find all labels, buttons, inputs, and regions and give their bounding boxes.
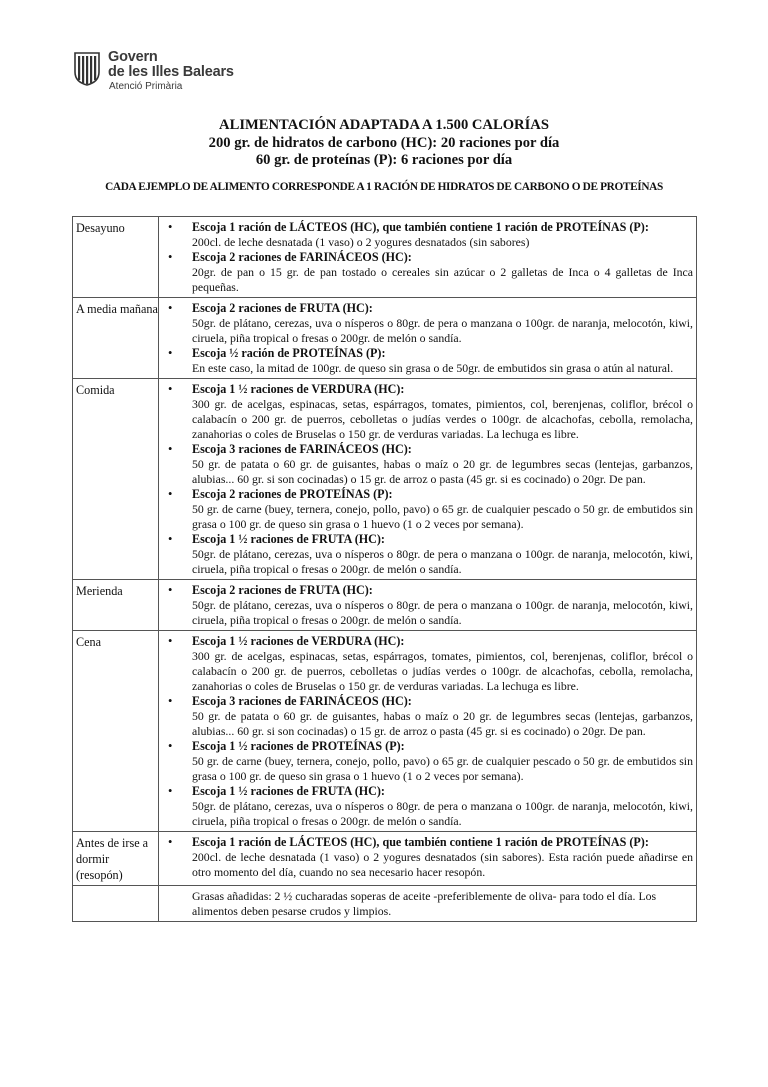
option-description: 50 gr. de patata o 60 gr. de guisantes, habas o maíz o 20 gr. de legumbres secas (lentejas, garbanzos, alubias... 60 gr. si son cocinadas) o 15 gr. de arroz o pasta (45 gr. si es cocinado) o 20gr. De pan. [192,457,693,486]
meal-plan-table [72,216,697,922]
meal-name: Desayuno [73,217,159,298]
option-description: 300 gr. de acelgas, espinacas, setas, espárragos, tomates, pimientos, col, berenjenas, coliflor, brécol o calabacín o 200 gr. de puerros, cebolletas o judías verdes o 100gr. de alcachofas, cebolla, remolacha, zanahorias o coles de Bruselas o 150 gr. de verduras variadas. La lechuga es libre. [192,649,693,693]
option-description: 50gr. de plátano, cerezas, uva o nísperos o 80gr. de pera o manzana o 100gr. de naranja, melocotón, kiwi, ciruela, piña tropical o fresas o 200gr. de melón o sandía. [192,598,693,627]
meal-row [73,832,697,886]
option-item [159,382,693,442]
org-name-line1: Govern [108,49,158,65]
option-item [159,250,693,295]
option-description: 50 gr. de carne (buey, ternera, conejo, pollo, pavo) o 65 gr. de cualquier pescado o 50 gr. de embutidos sin grasa o 100 gr. de queso sin grasa o 1 huevo (1 o 2 veces por semana). [192,754,693,783]
option-title: • Escoja 2 raciones de FARINÁCEOS (HC): [192,250,412,264]
meal-name: Merienda [73,580,159,631]
option-item [159,220,693,250]
option-title: • Escoja 2 raciones de FRUTA (HC): [192,583,373,597]
footer-note-cell [159,886,697,922]
meal-name: Comida [73,379,159,580]
option-item [159,532,693,577]
meal-name: A media mañana [73,298,159,379]
option-item [159,634,693,694]
meal-options-cell [159,217,697,298]
option-title: • Escoja ½ ración de PROTEÍNAS (P): [192,346,386,360]
meal-row [73,298,697,379]
options-list [159,382,693,577]
meal-row [73,631,697,832]
option-title: • Escoja 1 ½ raciones de PROTEÍNAS (P): [192,739,405,753]
option-description: 50 gr. de carne (buey, ternera, conejo, pollo, pavo) o 65 gr. de cualquier pescado o 50 gr. de embutidos sin grasa o 100 gr. de queso sin grasa o 1 huevo (1 o 2 veces por semana). [192,502,693,531]
option-title: • Escoja 1 ½ raciones de VERDURA (HC): [192,382,405,396]
coat-of-arms-icon [74,52,100,86]
meal-row [73,217,697,298]
option-description: 50gr. de plátano, cerezas, uva o nísperos o 80gr. de pera o manzana o 100gr. de naranja, melocotón, kiwi, ciruela, piña tropical o fresas o 200gr. de melón o sandía. [192,547,693,576]
option-item [159,694,693,739]
org-name-line2: de les Illes Balears [108,64,234,80]
meal-name: Cena [73,631,159,832]
option-title: • Escoja 1 ½ raciones de VERDURA (HC): [192,634,405,648]
title-line3: 60 gr. de proteínas (P): 6 raciones por día [255,152,513,168]
option-description: 50 gr. de patata o 60 gr. de guisantes, habas o maíz o 20 gr. de legumbres secas (lentejas, garbanzos, alubias... 60 gr. si son cocinadas) o 15 gr. de arroz o pasta (45 gr. si es cocinado) o 20gr. De pan. [192,709,693,738]
meal-options-cell [159,631,697,832]
option-item [159,346,693,376]
portion-notice: CADA EJEMPLO DE ALIMENTO CORRESPONDE A 1 RACIÓN DE HIDRATOS DE CARBONO O DE PROTEÍNAS [105,181,663,193]
option-item [159,784,693,829]
footer-row [73,886,697,922]
meal-row [73,379,697,580]
options-list [159,301,693,376]
option-title: • Escoja 2 raciones de FRUTA (HC): [192,301,373,315]
option-title: • Escoja 3 raciones de FARINÁCEOS (HC): [192,442,412,456]
footer-note: Grasas añadidas: 2 ½ cucharadas soperas de aceite -preferiblemente de oliva- para todo el día. Los alimentos deben pesarse crudos y limpios. [192,889,657,918]
document-title [0,117,768,170]
title-line2: 200 gr. de hidratos de carbono (HC): 20 raciones por día [208,134,560,151]
options-list [159,583,693,628]
option-description: 300 gr. de acelgas, espinacas, setas, espárragos, tomates, pimientos, col, berenjenas, coliflor, brécol o calabacín o 200 gr. de puerros, cebolletas o judías verdes o 100gr. de alcachofas, cebolla, remolacha, zanahorias o coles de Bruselas o 150 gr. de verduras variadas. La lechuga es libre. [192,397,693,441]
option-description: 200cl. de leche desnatada (1 vaso) o 2 yogures desnatados (sin sabores). Esta ración puede añadirse en otro momento del día, cuando no sea necesario hacer resopón. [192,850,693,879]
meal-options-cell [159,298,697,379]
govern-logo [74,50,264,98]
option-item [159,583,693,628]
meal-row [73,580,697,631]
option-item [159,835,693,880]
org-department: Atenció Primària [109,81,183,92]
meal-options-cell [159,379,697,580]
option-item [159,739,693,784]
title-line1: ALIMENTACIÓN ADAPTADA A 1.500 CALORÍAS [219,117,549,133]
option-title: • Escoja 1 ½ raciones de FRUTA (HC): [192,532,385,546]
options-list [159,220,693,295]
option-title: • Escoja 1 ración de LÁCTEOS (HC), que también contiene 1 ración de PROTEÍNAS (P): [192,220,649,234]
option-description: 50gr. de plátano, cerezas, uva o nísperos o 80gr. de pera o manzana o 100gr. de naranja, melocotón, kiwi, ciruela, piña tropical o fresas o 200gr. de melón o sandía. [192,316,693,345]
option-title: • Escoja 2 raciones de PROTEÍNAS (P): [192,487,393,501]
meal-name: Antes de irse a dormir (resopón) [73,832,159,886]
empty-cell [73,886,159,922]
options-list [159,634,693,829]
meal-options-cell [159,832,697,886]
option-description: 200cl. de leche desnatada (1 vaso) o 2 yogures desnatados (sin sabores) [192,235,530,249]
option-description: 50gr. de plátano, cerezas, uva o nísperos o 80gr. de pera o manzana o 100gr. de naranja, melocotón, kiwi, ciruela, piña tropical o fresas o 200gr. de melón o sandía. [192,799,693,828]
meal-options-cell [159,580,697,631]
options-list [159,835,693,880]
option-title: • Escoja 1 ración de LÁCTEOS (HC), que también contiene 1 ración de PROTEÍNAS (P): [192,835,649,849]
option-title: • Escoja 3 raciones de FARINÁCEOS (HC): [192,694,412,708]
option-item [159,487,693,532]
option-description: En este caso, la mitad de 100gr. de queso sin grasa o de 50gr. de embutidos sin grasa o atún al natural. [192,361,674,375]
option-title: • Escoja 1 ½ raciones de FRUTA (HC): [192,784,385,798]
option-item [159,442,693,487]
option-description: 20gr. de pan o 15 gr. de pan tostado o cereales sin azúcar o 2 galletas de Inca o 4 galletas de Inca pequeñas. [192,265,693,294]
option-item [159,301,693,346]
